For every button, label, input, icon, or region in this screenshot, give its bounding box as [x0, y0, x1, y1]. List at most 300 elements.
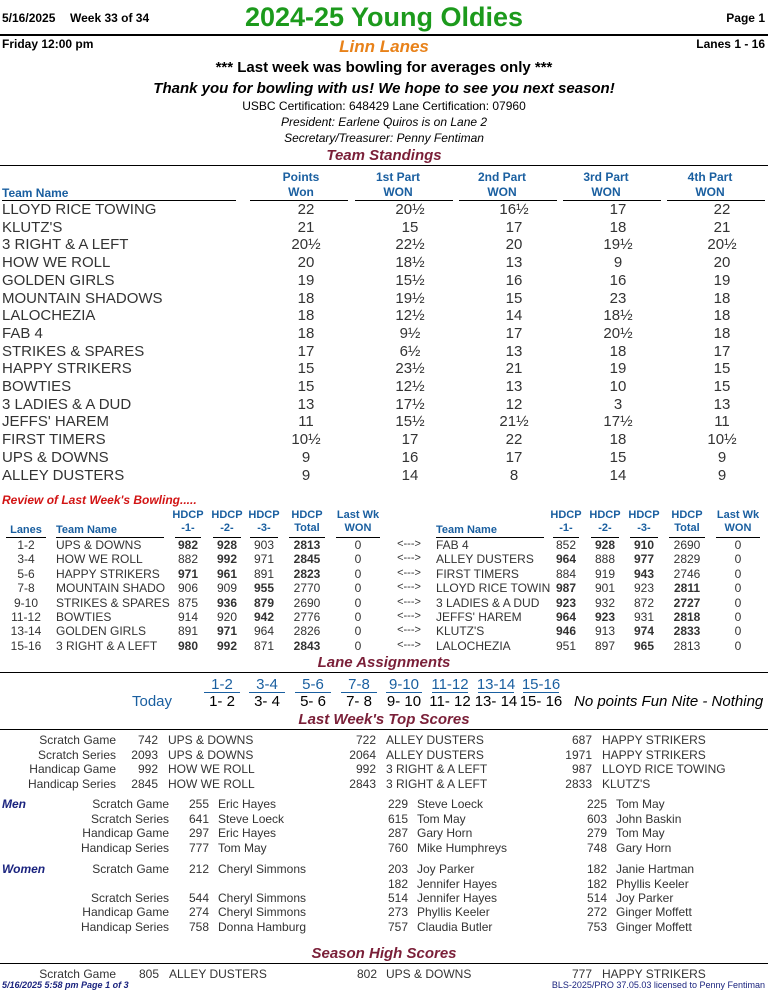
president: President: Earlene Quiros is on Lane 2 [280, 115, 488, 129]
page-label: Page 1 [726, 11, 765, 25]
score-value: 641 [188, 812, 209, 826]
standings-points: 17 [297, 342, 315, 360]
score-value: 777 [571, 967, 592, 981]
review-team-a: BOWTIES [56, 610, 112, 624]
team-name: UPS & DOWNS [2, 448, 109, 466]
standings-p2: 13 [505, 378, 523, 395]
person-score-row [0, 891, 768, 906]
score-name: Phyllis Keeler [616, 877, 689, 891]
review-team-a: HAPPY STRIKERS [56, 566, 160, 581]
season-high-rule [0, 963, 768, 964]
score-value: 2064 [349, 747, 376, 762]
review-won-a: 0 [354, 538, 362, 552]
review-score-b: 913 [594, 624, 616, 639]
review-score-b: 910 [633, 538, 655, 552]
standings-p3: 19 [609, 360, 627, 378]
score-name: Jennifer Hayes [417, 891, 498, 905]
bowling-center: Linn Lanes [339, 37, 429, 56]
review-score-b: 974 [633, 624, 655, 639]
review-team-a: HOW WE ROLL [56, 552, 143, 567]
score-value: 182 [586, 862, 607, 876]
standings-row [0, 396, 768, 414]
score-name: HOW WE ROLL [168, 762, 255, 777]
review-score-b: 2746 [673, 566, 701, 581]
review-score-a: 903 [253, 538, 275, 552]
review-score-a: 920 [216, 610, 238, 624]
lanes-range: Lanes 1 - 16 [696, 37, 765, 51]
standings-p4: 10½ [707, 431, 737, 449]
score-name: UPS & DOWNS [168, 733, 254, 747]
review-won-b: 0 [734, 566, 742, 581]
review-won-a: 0 [354, 610, 362, 624]
standings-p1: 12½ [395, 378, 425, 395]
score-name: Mike Humphreys [417, 841, 508, 855]
review-score-b: 931 [633, 610, 655, 624]
standings-p3: 10 [609, 378, 627, 395]
score-name: Steve Loeck [417, 797, 484, 811]
review-lanes: 13-14 [10, 624, 42, 639]
review-score-b: 977 [633, 552, 655, 567]
review-col-bottom: Total [674, 522, 700, 534]
score-value: 742 [137, 733, 158, 747]
standings-p3: 14 [609, 466, 627, 484]
review-score-a: 942 [253, 610, 275, 624]
score-value: 279 [586, 826, 607, 840]
person-score-row [0, 905, 768, 920]
review-score-b: 2813 [673, 638, 701, 653]
score-name: Cheryl Simmons [218, 862, 307, 876]
standings-p4: 18 [713, 307, 731, 325]
score-name: Tom May [616, 797, 665, 811]
score-name: Joy Parker [417, 862, 475, 876]
score-name: Ginger Moffett [616, 920, 692, 934]
score-name: KLUTZ'S [602, 776, 651, 791]
review-score-b: 888 [594, 552, 616, 567]
review-col-g2 [209, 509, 245, 535]
standings-p1: 9½ [399, 324, 421, 342]
team-name: ALLEY DUSTERS [2, 466, 125, 484]
standings-p4: 9 [717, 448, 727, 466]
standings-p4: 22 [713, 201, 731, 218]
review-vs: <---> [397, 595, 421, 608]
review-vs: <---> [397, 552, 421, 565]
team-score-row [0, 762, 768, 777]
assignment-pair: 3-4 [256, 676, 278, 693]
review-row [0, 610, 768, 624]
review-col-team: Team Name [436, 524, 497, 536]
score-value: 757 [387, 920, 408, 934]
score-name: UPS & DOWNS [168, 747, 254, 762]
score-value: 273 [387, 905, 408, 919]
review-lanes: 11-12 [11, 610, 41, 624]
standings-p1: 12½ [395, 307, 425, 325]
review-row [0, 538, 768, 552]
team-score-row [0, 733, 768, 748]
score-name: Tom May [616, 826, 665, 840]
review-score-b: 919 [594, 566, 616, 581]
person-score-row [0, 797, 768, 812]
review-score-a: 982 [177, 538, 199, 552]
review-score-a: 971 [253, 552, 275, 567]
review-team-a: UPS & DOWNS [56, 538, 142, 552]
review-lanes: 3-4 [17, 552, 35, 567]
standings-row [0, 378, 768, 396]
standings-p4: 20½ [707, 236, 737, 254]
score-name: Gary Horn [616, 841, 672, 855]
score-value: 992 [355, 762, 376, 777]
review-lanes: 7-8 [17, 581, 35, 596]
review-score-b: 2727 [673, 595, 701, 610]
team-name: FAB 4 [2, 324, 43, 342]
review-score-b: 987 [555, 581, 577, 596]
review-vs: <---> [397, 638, 421, 651]
review-score-b: 2818 [673, 610, 701, 624]
team-name: 3 LADIES & A DUD [2, 395, 132, 413]
certification: USBC Certification: 648429 Lane Certification: 07960 [242, 99, 526, 113]
score-name: LLOYD RICE TOWING [602, 762, 726, 777]
standings-row [0, 290, 768, 308]
review-vs: <---> [397, 538, 421, 550]
score-name: HAPPY STRIKERS [602, 733, 706, 747]
standings-p2: 17 [505, 218, 523, 236]
assignment-today: 9- 10 [386, 693, 422, 710]
score-name: ALLEY DUSTERS [386, 733, 484, 747]
standings-rule [0, 165, 768, 166]
review-team-a: STRIKES & SPARES [56, 595, 170, 610]
team-score-row [0, 748, 768, 763]
standings-points: 18 [297, 307, 315, 325]
review-col-g1 [548, 509, 584, 535]
standings-p1: 6½ [399, 342, 421, 360]
standings-p3: 19½ [603, 236, 633, 254]
review-score-a: 971 [177, 566, 199, 581]
score-value: 287 [387, 826, 408, 840]
notice-line-1: *** Last week was bowling for averages only *** [215, 59, 553, 76]
review-col-g2 [587, 509, 623, 535]
standings-p1: 17½ [395, 395, 425, 413]
standings-p3: 18½ [603, 307, 633, 325]
review-lanes: 5-6 [17, 566, 35, 581]
assignment-today: 13- 14 [474, 693, 518, 710]
score-name: Tom May [417, 812, 466, 826]
score-value: 1971 [565, 747, 592, 762]
score-name: Phyllis Keeler [417, 905, 490, 919]
review-score-a: 2826 [293, 624, 321, 639]
standings-row [0, 413, 768, 431]
review-col-top: HDCP [589, 509, 621, 521]
score-value: 777 [188, 841, 209, 855]
score-value: 212 [188, 862, 209, 876]
score-label: Scratch Series [90, 891, 169, 905]
review-col-won [715, 509, 761, 535]
review-team-b: JEFFS' HAREM [436, 610, 522, 624]
score-value: 687 [571, 733, 592, 747]
review-score-b: 946 [555, 624, 577, 639]
review-col-bottom: -3- [637, 522, 651, 534]
review-score-b: 943 [633, 566, 655, 581]
standings-p1: 15½ [395, 413, 425, 431]
review-vs: <---> [397, 624, 421, 637]
standings-row [0, 219, 768, 237]
person-score-row [0, 826, 768, 841]
score-value: 615 [387, 812, 408, 826]
team-name: MOUNTAIN SHADOWS [2, 289, 163, 307]
review-col-top: Last Wk [716, 509, 760, 521]
review-score-a: 992 [216, 638, 238, 653]
team-name: GOLDEN GIRLS [2, 271, 115, 289]
team-name: LLOYD RICE TOWING [2, 201, 157, 218]
review-col-g1 [170, 509, 206, 535]
review-row [0, 596, 768, 610]
standings-p1: 22½ [395, 236, 425, 254]
review-lanes: 15-16 [10, 638, 42, 653]
score-value: 225 [586, 797, 607, 811]
score-name: 3 RIGHT & A LEFT [386, 776, 488, 791]
standings-points: 21 [297, 218, 315, 236]
week-label: Week 33 of 34 [70, 11, 150, 25]
standings-p2: 14 [505, 307, 523, 325]
review-col-tot [669, 509, 705, 535]
score-name: Eric Hayes [218, 797, 277, 811]
review-score-a: 2845 [293, 552, 321, 567]
standings-p3: 9 [613, 254, 623, 272]
standings-p2: 21½ [499, 413, 529, 431]
review-col-top: Last Wk [336, 509, 380, 521]
team-name: HOW WE ROLL [2, 254, 111, 272]
score-label: Scratch Game [39, 967, 116, 981]
score-value: 229 [387, 797, 408, 811]
score-value: 992 [137, 762, 158, 777]
standings-p1: 19½ [395, 289, 425, 307]
standings-p1: 18½ [395, 254, 425, 272]
score-label: Handicap Series [27, 776, 116, 791]
standings-row [0, 254, 768, 272]
review-col-bottom: -3- [257, 522, 271, 534]
review-col-top: HDCP [248, 509, 280, 521]
review-team-b: FAB 4 [436, 538, 469, 552]
score-value: 603 [586, 812, 607, 826]
review-col-lanes: Lanes [10, 524, 42, 536]
standings-p2: 20 [505, 236, 523, 254]
review-score-a: 955 [253, 581, 275, 596]
top-scores-title: Last Week's Top Scores [298, 711, 470, 728]
standings-p3: 18 [609, 431, 627, 449]
review-vs: <---> [397, 581, 421, 594]
standings-points: 22 [297, 201, 315, 218]
league-title: 2024-25 Young Oldies [244, 2, 524, 32]
review-score-b: 928 [594, 538, 616, 552]
women-label: Women [2, 862, 46, 876]
review-won-b: 0 [734, 552, 742, 567]
standings-p3: 17 [609, 201, 627, 218]
standings-p2: 8 [509, 466, 519, 484]
review-score-a: 992 [216, 552, 238, 567]
review-score-b: 852 [555, 538, 577, 552]
assignment-pair: 11-12 [431, 676, 469, 693]
review-col-top: HDCP [671, 509, 703, 521]
review-col-top: HDCP [550, 509, 582, 521]
review-score-b: 2833 [673, 624, 701, 639]
score-value: 255 [188, 797, 209, 811]
standings-points: 20 [297, 254, 315, 272]
review-won-a: 0 [354, 638, 362, 653]
assignment-today: 7- 8 [346, 693, 372, 710]
standings-row [0, 343, 768, 361]
review-score-a: 2770 [293, 581, 321, 596]
score-name: Eric Hayes [218, 826, 277, 840]
standings-p1: 15½ [395, 271, 425, 289]
standings-col-part1: 1st Part WON [375, 170, 421, 199]
score-name: ALLEY DUSTERS [386, 747, 484, 762]
score-value: 2845 [131, 776, 158, 791]
score-name: Jennifer Hayes [417, 877, 498, 891]
review-team-b: ALLEY DUSTERS [436, 552, 534, 567]
team-name: STRIKES & SPARES [2, 342, 145, 360]
review-won-b: 0 [734, 624, 742, 639]
score-name: Gary Horn [417, 826, 473, 840]
review-won-a: 0 [354, 552, 362, 567]
assignments-note: No points Fun Nite - Nothing [574, 693, 764, 710]
review-score-a: 875 [177, 595, 199, 610]
assignment-pair: 13-14 [476, 676, 516, 693]
review-score-a: 980 [177, 638, 199, 653]
standings-p2: 17 [505, 448, 523, 466]
score-label: Scratch Series [37, 747, 116, 762]
score-value: 203 [387, 862, 408, 876]
score-name: Donna Hamburg [218, 920, 307, 934]
standings-row [0, 467, 768, 485]
standings-p2: 16 [505, 271, 523, 289]
review-col-top: HDCP [628, 509, 660, 521]
score-name: Tom May [218, 841, 267, 855]
team-name: HAPPY STRIKERS [2, 360, 132, 378]
review-score-b: 923 [555, 595, 577, 610]
standings-p2: 16½ [499, 201, 529, 218]
review-score-a: 971 [216, 624, 238, 639]
season-high-title: Season High Scores [311, 945, 457, 962]
review-row [0, 581, 768, 595]
today-label: Today [132, 693, 173, 710]
review-score-a: 2690 [293, 595, 321, 610]
standings-row [0, 201, 768, 219]
score-name: HOW WE ROLL [168, 776, 255, 791]
review-col-bottom: -1- [559, 522, 573, 534]
review-score-a: 914 [177, 610, 199, 624]
review-team-b: KLUTZ'S [436, 624, 485, 639]
score-value: 802 [356, 967, 377, 981]
team-name: 3 RIGHT & A LEFT [2, 236, 129, 254]
score-value: 805 [138, 967, 159, 981]
review-col-top: HDCP [211, 509, 243, 521]
assignment-today: 11- 12 [429, 693, 471, 710]
review-won-a: 0 [354, 566, 362, 581]
review-team-a: 3 RIGHT & A LEFT [56, 638, 158, 653]
review-score-a: 906 [177, 581, 199, 596]
review-score-b: 965 [633, 638, 655, 653]
review-score-a: 928 [216, 538, 238, 552]
review-col-bottom: Total [294, 522, 320, 534]
review-col-bottom: WON [344, 522, 372, 534]
standings-p1: 17 [401, 431, 419, 449]
review-won-b: 0 [734, 538, 742, 552]
score-value: 987 [571, 762, 592, 777]
standings-p4: 13 [713, 395, 731, 413]
review-score-a: 936 [216, 595, 238, 610]
review-row [0, 567, 768, 581]
person-score-row [0, 862, 768, 877]
person-score-row [0, 920, 768, 935]
score-name: Ginger Moffett [616, 905, 692, 919]
review-score-a: 2813 [293, 538, 321, 552]
review-score-a: 891 [177, 624, 199, 639]
score-name: Steve Loeck [218, 812, 285, 826]
standings-points: 11 [298, 413, 314, 431]
review-score-b: 2690 [673, 538, 701, 552]
standings-p4: 15 [713, 378, 731, 395]
standings-p4: 17 [713, 342, 731, 360]
notice-line-2: Thank you for bowling with us! We hope to see you next season! [153, 80, 615, 97]
standings-points: 13 [297, 395, 315, 413]
review-won-b: 0 [734, 638, 742, 653]
assignment-today: 15- 16 [519, 693, 563, 710]
team-name: FIRST TIMERS [2, 431, 106, 449]
standings-p2: 12 [505, 395, 523, 413]
standings-row [0, 449, 768, 467]
review-col-won [335, 509, 381, 535]
review-team-b: LALOCHEZIA [436, 638, 511, 653]
standings-p2: 13 [505, 342, 523, 360]
standings-col-part3: 3rd Part WON [583, 170, 629, 199]
review-col-bottom: WON [724, 522, 752, 534]
standings-p2: 15 [505, 289, 523, 307]
score-value: 182 [387, 877, 408, 891]
score-name: Cheryl Simmons [218, 891, 307, 905]
standings-points: 15 [297, 360, 315, 378]
secretary: Secretary/Treasurer: Penny Fentiman [284, 131, 484, 145]
person-score-row [0, 812, 768, 827]
review-won-b: 0 [734, 610, 742, 624]
review-lanes: 9-10 [13, 595, 39, 610]
standings-points: 19 [297, 271, 315, 289]
score-label: Scratch Game [92, 862, 169, 876]
review-vs: <---> [397, 566, 421, 579]
review-col-g3 [626, 509, 662, 535]
score-label: Handicap Game [82, 826, 169, 840]
standings-points: 20½ [291, 236, 321, 254]
review-col-tot [289, 509, 325, 535]
review-score-a: 882 [177, 552, 199, 567]
header-rule [0, 34, 768, 36]
assignment-pair: 5-6 [302, 676, 324, 693]
standings-col-team: Team Name [2, 186, 69, 200]
assignment-today: 5- 6 [300, 693, 326, 710]
review-team-a: MOUNTAIN SHADO [56, 581, 166, 596]
assignment-pair: 1-2 [211, 676, 233, 693]
score-value: 514 [387, 891, 408, 905]
report-date: 5/16/2025 [2, 11, 56, 25]
review-score-b: 2811 [673, 581, 701, 596]
score-value: 2093 [131, 747, 158, 762]
men-label: Men [2, 797, 26, 811]
standings-p4: 21 [713, 218, 731, 236]
assignment-pair: 9-10 [388, 676, 420, 693]
standings-p4: 9 [717, 466, 727, 484]
score-name: Cheryl Simmons [218, 905, 307, 919]
score-label: Handicap Game [82, 905, 169, 919]
standings-p4: 20 [713, 254, 731, 272]
assignment-today: 1- 2 [209, 693, 235, 710]
review-row [0, 552, 768, 566]
